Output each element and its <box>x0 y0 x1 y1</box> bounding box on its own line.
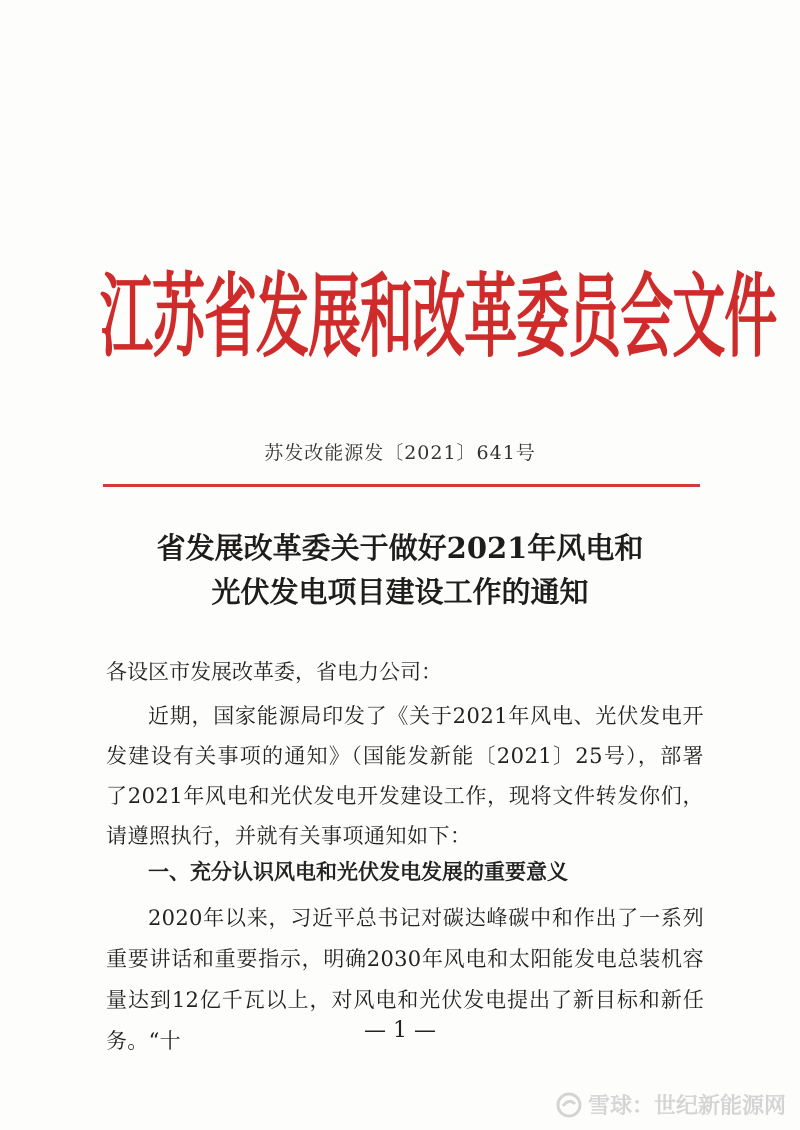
watermark <box>556 1089 786 1120</box>
notice-title <box>0 526 800 614</box>
letterhead-title: 江苏省发展和改革委员会文件 <box>100 263 777 371</box>
watermark-text: 雪球：世纪新能源网 <box>587 1094 786 1119</box>
paragraph-body: 2020年以来，习近平总书记对碳达峰碳中和作出了一系列重要讲话和重要指示，明确2030年风电和太阳能发电总装机容量达到12亿千瓦以上，对风电和光伏发电提出了新目标和新任务。“十 <box>106 906 704 1053</box>
title-line-2: 光伏发电项目建设工作的通知 <box>211 575 589 609</box>
snowball-logo-icon <box>556 1092 582 1118</box>
salutation: 各设区市发展改革委，省电力公司： <box>106 660 442 684</box>
title-line-1: 省发展改革委关于做好2021年风电和 <box>156 531 644 565</box>
section-heading: 一、充分认识风电和光伏发电发展的重要意义 <box>148 860 568 884</box>
red-divider <box>103 484 700 487</box>
page-number: — 1 — <box>364 1018 436 1043</box>
document-number: 苏发改能源发〔2021〕641号 <box>264 442 536 464</box>
paragraph-intro: 近期，国家能源局印发了《关于2021年风电、光伏发电开发建设有关事项的通知》（国能发新能〔2021〕25号），部署了2021年风电和光伏发电开发建设工作，现将文件转发你们，请遵照执行，并就有关事项通知如下： <box>106 704 704 848</box>
